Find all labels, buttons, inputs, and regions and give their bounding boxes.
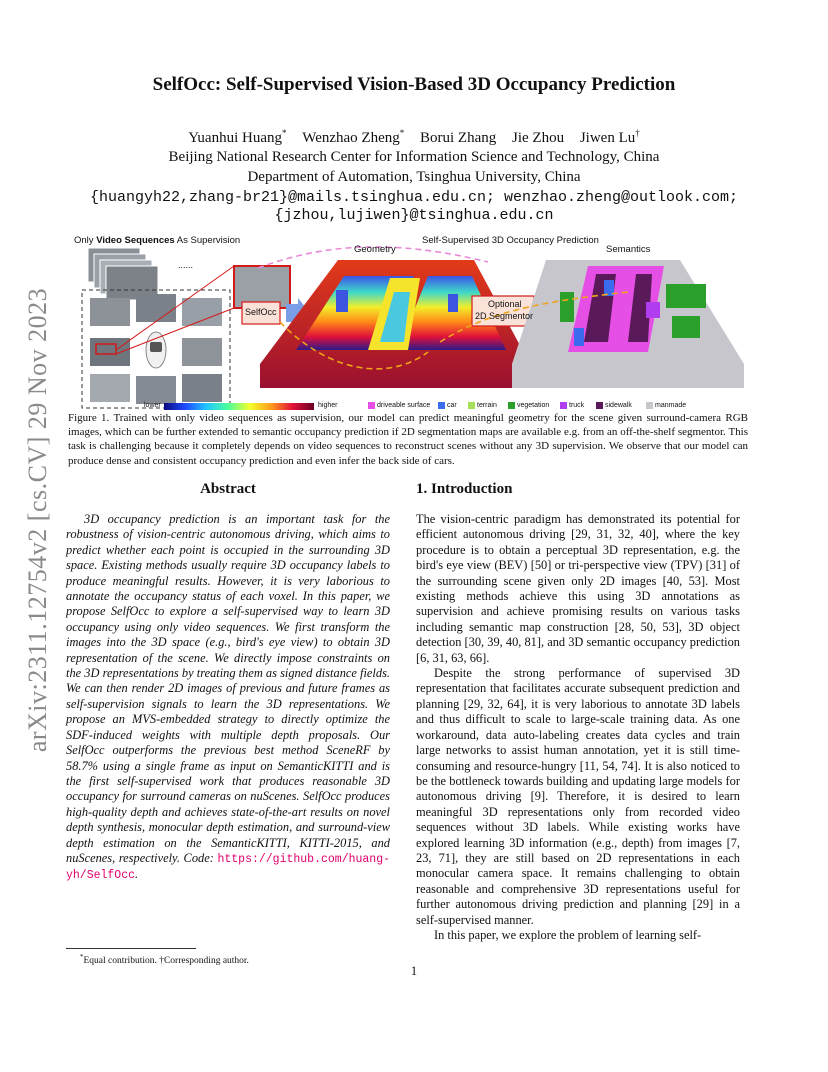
abstract-heading: Abstract (200, 481, 256, 497)
author: Wenzhao Zheng* (302, 128, 405, 146)
paper-title: SelfOcc: Self-Supervised Vision-Based 3D Occupancy Prediction (152, 74, 676, 95)
video-frame-stack (88, 248, 158, 300)
label-video-supervision: Only Video Sequences As Supervision (74, 235, 241, 246)
surround-camera-images (90, 294, 222, 404)
legend-swatch (468, 402, 475, 409)
semantics-occupancy-render (512, 260, 744, 388)
label-ellipsis: ...... (178, 260, 194, 270)
page-number: 1 (410, 964, 418, 978)
label-self-supervised: Self-Supervised 3D Occupancy Prediction (422, 235, 599, 246)
author: Jiwen Lu† (579, 128, 640, 146)
legend-swatch (368, 402, 375, 409)
footnote: *Equal contribution. †Corresponding author. (80, 953, 249, 967)
intro-paragraph: Despite the strong performance of supervised 3D representation that facilitates accurate subsequent prediction and planning [29, 32, 64], it is very laborious to annotate 3D labels and thus difficult to scale to large-scale training data. As one workaround, data auto-labeling creates data cycles and train large networks to assist human annotation, yet it is still time-consuming and resource-hungry [11, 54, 74]. It is also noticed to be the bottleneck towards building and updating large models for autonomous driving [9]. Therefore, it is desired to learn meaningful 3D representations only from recorded video sequences without 3D labels. While existing works have explored learning 3D information (e.g., depth) from images [7, 23, 71], they are still based on 2D representations in each monocular camera space. It remains challenging to obtain reasonable and comprehensive 3D representations useful for further autonomous driving prediction and planning [29] in a self-supervised manner. (416, 666, 740, 927)
label-geometry: Geometry (354, 244, 396, 255)
legend-swatch (596, 402, 603, 409)
right-column (416, 481, 740, 943)
author-list (0, 128, 828, 147)
depth-colorbar (164, 403, 314, 410)
teaser-figure (68, 232, 744, 412)
affiliation-1: Beijing National Research Center for Information Science and Technology, China (168, 149, 660, 165)
legend-item: truck (560, 402, 584, 409)
legend-item: car (438, 402, 457, 409)
optional-box-label-2: 2D Segmentor (475, 311, 534, 321)
introduction-heading: 1. Introduction (416, 481, 513, 497)
email-line-1: {huangyh22,zhang-br21}@mails.tsinghua.edu.cn; wenzhao.zheng@outlook.com; (89, 189, 739, 206)
footnote-divider (66, 948, 196, 949)
affiliation-2: Department of Automation, Tsinghua University, China (247, 169, 581, 185)
legend-item: vegetation (508, 402, 549, 409)
intro-paragraph: In this paper, we explore the problem of learning self- (434, 927, 702, 942)
intro-paragraph: The vision-centric paradigm has demonstrated its potential for efficient autonomous driving [29, 31, 32, 40], where the key procedure is to obtain a perceptual 3D representation, e.g. the bird's eye view (BEV) [50] or tri-perspective view (TPV) [31] of the surrounding scene given only 2D images [40, 53]. Most existing methods achieve this using 3D annotations as supervision and achieve promising results on various tasks including semantic map construction [28, 50, 53], 3D object detection [30, 39, 40, 81], and 3D semantic occupancy prediction [6, 31, 63, 66]. (416, 512, 740, 665)
legend-item: terrain (468, 402, 497, 409)
author: Yuanhui Huang* (188, 128, 287, 146)
label-semantics: Semantics (606, 244, 651, 255)
code-link[interactable]: https://github.com/huang-yh/SelfOcc (66, 852, 390, 883)
teaser-figure-graphic (68, 232, 744, 412)
legend-swatch (560, 402, 567, 409)
legend-item: manmade (646, 402, 686, 409)
legend-swatch (508, 402, 515, 409)
arxiv-identifier: arXiv:2311.12754v2 [cs.CV] 29 Nov 2023 (23, 287, 52, 753)
colorbar-low-label: lower (144, 402, 161, 409)
selfocc-box-label: SelfOcc (245, 307, 277, 317)
author: Jie Zhou (512, 130, 565, 146)
figure-caption: Figure 1. Trained with only video sequences as supervision, our model can predict meaningful geometry for the scene given surround-camera RGB images, which can be further extended to semantic occupancy prediction if 2D segmentation maps are available e.g. from an off-the-shelf segmentor. This task is challenging because it completely depends on video sequences to reconstruct scenes without any 3D supervision. We observe that our model can produce dense and consistent occupancy prediction and even infer the back side of cars. (68, 412, 748, 467)
colorbar-high-label: higher (318, 402, 338, 409)
legend-swatch (646, 402, 653, 409)
legend-item: driveable surface (368, 402, 430, 409)
optional-box-label-1: Optional (488, 299, 522, 309)
left-column (66, 481, 390, 884)
legend-item: sidewalk (596, 402, 632, 409)
introduction-body (416, 512, 740, 943)
email-line-2: {jzhou,lujiwen}@tsinghua.edu.cn (274, 207, 554, 224)
author: Borui Zhang (420, 130, 497, 146)
legend-swatch (438, 402, 445, 409)
arxiv-side-label (18, 280, 58, 760)
abstract-body: 3D occupancy prediction is an important task for the robustness of vision-centric autonomous driving, which aims to predict whether each point is occupied in the surrounding 3D space. Existing methods usually require 3D occupancy labels to produce meaningful results. However, it is very laborious to annotate the occupancy status of each voxel. In this paper, we propose SelfOcc to explore a self-supervised way to learn 3D occupancy using only video sequences. We first transform the images into the 3D space (e.g., bird's eye view) to obtain 3D representation of the scene. We directly impose constraints on the 3D representations by treating them as signed distance fields. We can then render 2D images of previous and future frames as self-supervision signals to learn the 3D representations. We propose an MVS-embedded strategy to directly optimize the SDF-induced weights with multiple depth proposals. Our SelfOcc outperforms the previous best method SceneRF by 58.7% using a single frame as input on SemanticKITTI and is the first self-supervised work that produces reasonable 3D occupancy for surround cameras on nuScenes. SelfOcc produces high-quality depth and achieves state-of-the-art results on novel depth synthesis, monocular depth estimation, and surround-view depth estimation on the SemanticKITTI, KITTI-2015, and nuScenes, respectively. Code: https://github.com/huang-yh/SelfOcc. (66, 512, 390, 883)
